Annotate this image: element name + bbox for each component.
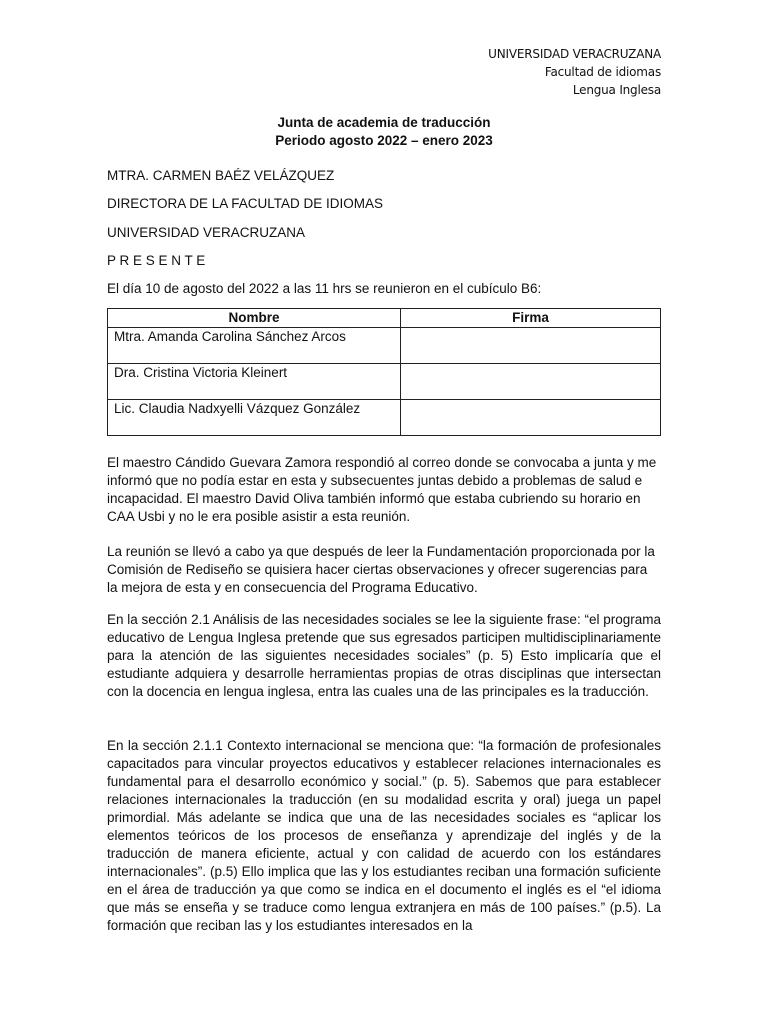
signature-cell — [401, 364, 661, 400]
document-title — [0, 114, 768, 150]
table-row — [108, 400, 661, 436]
paragraph-meeting-purpose — [107, 543, 661, 597]
addressee-name: MTRA. CARMEN BAÉZ VELÁZQUEZ — [107, 168, 335, 183]
program-name: Lengua Inglesa — [572, 83, 661, 97]
signature-cell — [401, 328, 661, 364]
attendee-name: Lic. Claudia Nadxyelli Vázquez González — [108, 400, 401, 436]
column-header-signature: Firma — [401, 309, 661, 328]
addressee-position: DIRECTORA DE LA FACULTAD DE IDIOMAS — [107, 196, 384, 211]
title-line-1: Junta de academia de traducción — [277, 115, 491, 130]
letterhead — [488, 45, 661, 99]
paragraph-text: La reunión se llevó a cabo ya que después de leer la Fundamentación proporcionada por la Comisión de Rediseño se quisiera hacer ciertas observaciones y ofrecer sugerencias para la mejora de esta y en consecuencia del Programa Educativo. — [107, 544, 655, 595]
title-line-2: Periodo agosto 2022 – enero 2023 — [275, 133, 493, 148]
paragraph-text: En la sección 2.1.1 Contexto internacional se menciona que: “la formación de profesionales capacitados para vincular proyectos educativos y establecer relaciones internacionales es fundamental para el desarrollo económico y social.” (p. 5). Sabemos que para establecer relaciones internacionales la traducción (en su modalidad escrita y oral) juega un papel primordial. Más adelante se indica que una de las necesidades sociales es “aplicar los elementos teóricos de los procesos de enseñanza y aprendizaje del inglés y de la traducción de manera eficiente, actual y con calidad de acuerdo con los estándares internacionales”. (p.5) Ello implica que las y los estudiantes reciban una formación suficiente en el área de traducción ya que como se indica en el documento el inglés es el “el idioma que más se enseña y se traduce como lengua extranjera en más de 100 países.” (p.5). La formación que reciban las y los estudiantes interesados en la — [107, 738, 661, 933]
paragraph-text: El maestro Cándido Guevara Zamora respondió al correo donde se convocaba a junta y me informó que no podía estar en esta y subsecuentes juntas debido a problemas de salud e incapacidad. El maestro David Oliva también informó que estaba cubriendo su horario en CAA Usbi y no le era posible asistir a esta reunión. — [107, 455, 657, 524]
paragraph-absences — [107, 454, 661, 526]
paragraph-section-2-1 — [107, 611, 661, 701]
university-name: UNIVERSIDAD VERACRUZANA — [488, 47, 661, 61]
attendee-name: Dra. Cristina Victoria Kleinert — [108, 364, 401, 400]
table-header-row — [108, 309, 661, 328]
paragraph-section-2-1-1 — [107, 737, 661, 935]
addressee-institution: UNIVERSIDAD VERACRUZANA — [107, 225, 306, 240]
paragraph-text: En la sección 2.1 Análisis de las necesidades sociales se lee la siguiente frase: “el programa educativo de Lengua Inglesa pretende que sus egresados participen multidisciplinariamente para la atención de las siguientes necesidades sociales” (p. 5) Esto implicaría que el estudiante adquiera y desarrolle herramientas propias de otras disciplinas que intersectan con la docencia en lengua inglesa, entra las cuales una de las principales es la traducción. — [107, 612, 661, 699]
presente-line: P R E S E N T E — [107, 253, 206, 268]
faculty-name: Facultad de idiomas — [544, 65, 661, 79]
intro-sentence: El día 10 de agosto del 2022 a las 11 hrs se reunieron en el cubículo B6: — [107, 281, 542, 296]
table-row — [108, 364, 661, 400]
signature-cell — [401, 400, 661, 436]
column-header-name: Nombre — [108, 309, 401, 328]
attendance-table — [107, 308, 661, 436]
table-row — [108, 328, 661, 364]
attendee-name: Mtra. Amanda Carolina Sánchez Arcos — [108, 328, 401, 364]
